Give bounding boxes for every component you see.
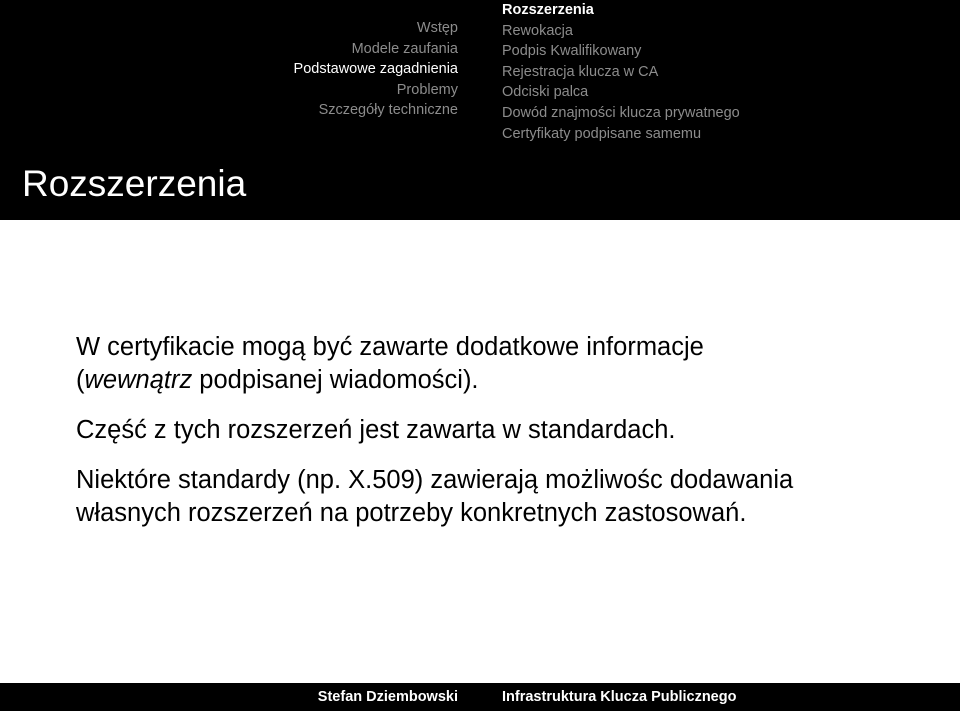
nav-section-problemy[interactable]: Problemy bbox=[396, 81, 458, 98]
subsection-navigation bbox=[502, 0, 740, 144]
paragraph-3-line-2: własnych rozszerzeń na potrzeby konkretnych zastosowań. bbox=[76, 499, 747, 527]
nav-section-szczegoly-techniczne[interactable]: Szczegóły techniczne bbox=[318, 102, 458, 119]
slide-footer bbox=[0, 683, 960, 711]
slide-content bbox=[76, 331, 936, 547]
paragraph-1-text-before: W certyfikacie mogą być zawarte dodatkowe informacje ( bbox=[76, 333, 704, 394]
nav-section-podstawowe-zagadnienia[interactable]: Podstawowe zagadnienia bbox=[293, 61, 458, 78]
nav-section-wstep[interactable]: Wstęp bbox=[416, 20, 458, 36]
paragraph-3-line-1: Niektóre standardy (np. X.509) zawierają możliwośc dodawania bbox=[76, 466, 794, 494]
nav-subsection-rewokacja[interactable]: Rewokacja bbox=[502, 22, 573, 39]
paragraph-2: Część z tych rozszerzeń jest zawarta w standardach. bbox=[76, 416, 676, 444]
paragraph-1-text-after: podpisanej wiadomości). bbox=[192, 366, 479, 394]
footer-author: Stefan Dziembowski bbox=[317, 689, 458, 705]
slide-header bbox=[0, 0, 960, 220]
nav-subsection-odciski-palca[interactable]: Odciski palca bbox=[502, 84, 589, 101]
nav-subsection-certyfikaty-podpisane[interactable]: Certyfikaty podpisane samemu bbox=[502, 125, 702, 142]
paragraph-1-emphasis: wewnątrz bbox=[84, 366, 193, 394]
nav-subsection-podpis-kwalifikowany[interactable]: Podpis Kwalifikowany bbox=[502, 43, 642, 60]
paragraph-3 bbox=[76, 464, 936, 530]
section-navigation bbox=[294, 18, 458, 121]
nav-subsection-rejestracja-klucza[interactable]: Rejestracja klucza w CA bbox=[502, 63, 659, 80]
footer-presentation-title: Infrastruktura Klucza Publicznego bbox=[502, 689, 737, 705]
nav-section-modele-zaufania[interactable]: Modele zaufania bbox=[351, 40, 458, 57]
paragraph-1 bbox=[76, 331, 936, 397]
nav-subsection-rozszerzenia[interactable]: Rozszerzenia bbox=[502, 2, 594, 18]
nav-subsection-dowod-znajmosci[interactable]: Dowód znajmości klucza prywatnego bbox=[502, 104, 740, 121]
frame-title: Rozszerzenia bbox=[22, 163, 247, 204]
